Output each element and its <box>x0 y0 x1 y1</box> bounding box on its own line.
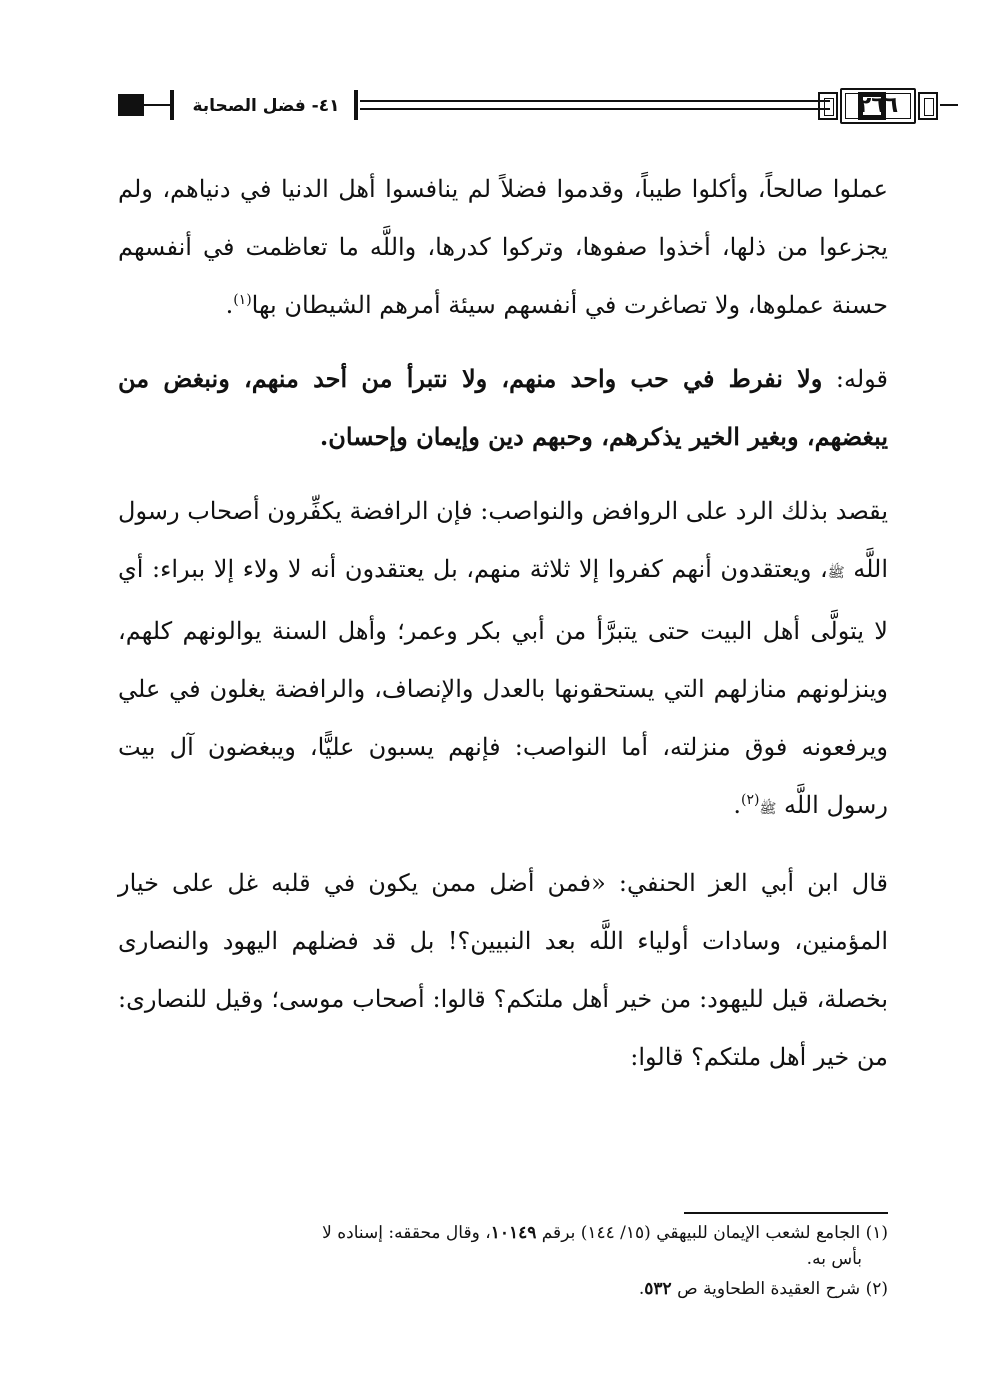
main-text <box>118 160 888 1086</box>
salawat-glyph: ﷺ <box>827 565 845 581</box>
paragraph-1-end: . <box>225 291 234 319</box>
footnote-1-continuation: بأس به. <box>806 1249 862 1269</box>
header-rule-right <box>940 104 958 106</box>
paragraph-4: قال ابن أبي العز الحنفي: «فمن أضل ممن يكون في قلبه غل على خيار المؤمنين، وسادات أولياء اللَّه بعد النبيين؟! بل قد فضلهم اليهود والنصارى بخصلة، قيل لليهود: من خير أهل ملتكم؟ قالوا: أصحاب موسى؛ وقيل للنصارى: من خير أهل ملتكم؟ قالوا: <box>118 869 888 1071</box>
paragraph-3 <box>118 482 888 838</box>
footnote-1-tail: ، وقال محققه: إسناده لا <box>322 1223 491 1243</box>
footnote-1-number: ١٠١٤٩ <box>490 1223 537 1243</box>
page-header <box>118 84 899 128</box>
paragraph-2-lead: قوله: <box>822 365 889 393</box>
footnotes <box>118 1220 888 1306</box>
chapter-title: ٤١- فضل الصحابة <box>192 96 340 116</box>
paragraph-3-text-b: ، ويعتقدون أنهم كفروا إلا ثلاثة منهم، بل يعتقدون أنه لا ولاء إلا ببراء: أي لا يتولَّى أهل البيت حتى يتبرَّأ من أبي بكر وعمر؛ وأهل السنة يوالونهم كلهم، وينزلونهم منازلهم التي يستحقونها بالعدل والإنصاف، والرافضة يغلون في علي ويرفعونه فوق منزلته، أما النواصب: فإنهم يسبون عليًّا، ويبغضون آل بيت رسول اللَّه <box>118 555 888 819</box>
knot-ornament-right <box>918 92 938 120</box>
footnote-2-text: شرح العقيدة الطحاوية ص <box>671 1279 866 1299</box>
salawat-glyph: ﷺ <box>759 801 777 817</box>
matn-quote: ولا نفرط في حب واحد منهم، ولا نتبرأ من أحد منهم، ونبغض من يبغضهم، وبغير الخير يذكرهم، وحبهم دين وإيمان وإحسان. <box>118 364 888 451</box>
footnote-2-end: . <box>638 1279 645 1299</box>
knot-ornament-left <box>818 92 838 120</box>
footnote-2-number: ٥٣٢ <box>644 1279 672 1299</box>
footnote-separator <box>684 1212 888 1214</box>
footnote-1-marker: (١) <box>865 1223 888 1243</box>
footnote-2 <box>118 1276 888 1302</box>
paragraph-1 <box>118 160 888 334</box>
paragraph-3-end: . <box>733 791 742 819</box>
footnote-ref-1: (١) <box>233 292 252 308</box>
header-square-right <box>858 92 886 120</box>
page-number: ٢٦٦ <box>857 93 899 118</box>
header-bar-left <box>170 90 174 120</box>
paragraph-1-text: عملوا صالحاً، وأكلوا طيباً، وقدموا فضلاً لم ينافسوا أهل الدنيا في دنياهم، ولم يجزعوا من ذلها، أخذوا صفوها، وتركوا كدرها، واللَّه ما تعاظمت في أنفسهم حسنة عملوها، ولا تصاغرت في أنفسهم سيئة أمرهم الشيطان بها <box>118 175 888 319</box>
footnote-2-marker: (٢) <box>865 1279 888 1299</box>
paragraph-2 <box>118 350 888 466</box>
header-rule-left <box>144 104 170 106</box>
footnote-ref-2: (٢) <box>741 792 760 808</box>
header-rule-long-bottom <box>360 108 830 110</box>
header-bar-mid <box>354 90 358 120</box>
paragraph-3-text-a: يقصد بذلك الرد على الروافض والنواصب: فإن الرافضة يكفِّرون أصحاب رسول اللَّه <box>118 497 889 583</box>
footnote-1 <box>118 1220 888 1272</box>
header-block-left <box>118 94 144 116</box>
footnote-1-text: الجامع لشعب الإيمان للبيهقي (١٥/ ١٤٤) برقم <box>536 1223 866 1243</box>
header-rule-long-top <box>360 100 830 102</box>
